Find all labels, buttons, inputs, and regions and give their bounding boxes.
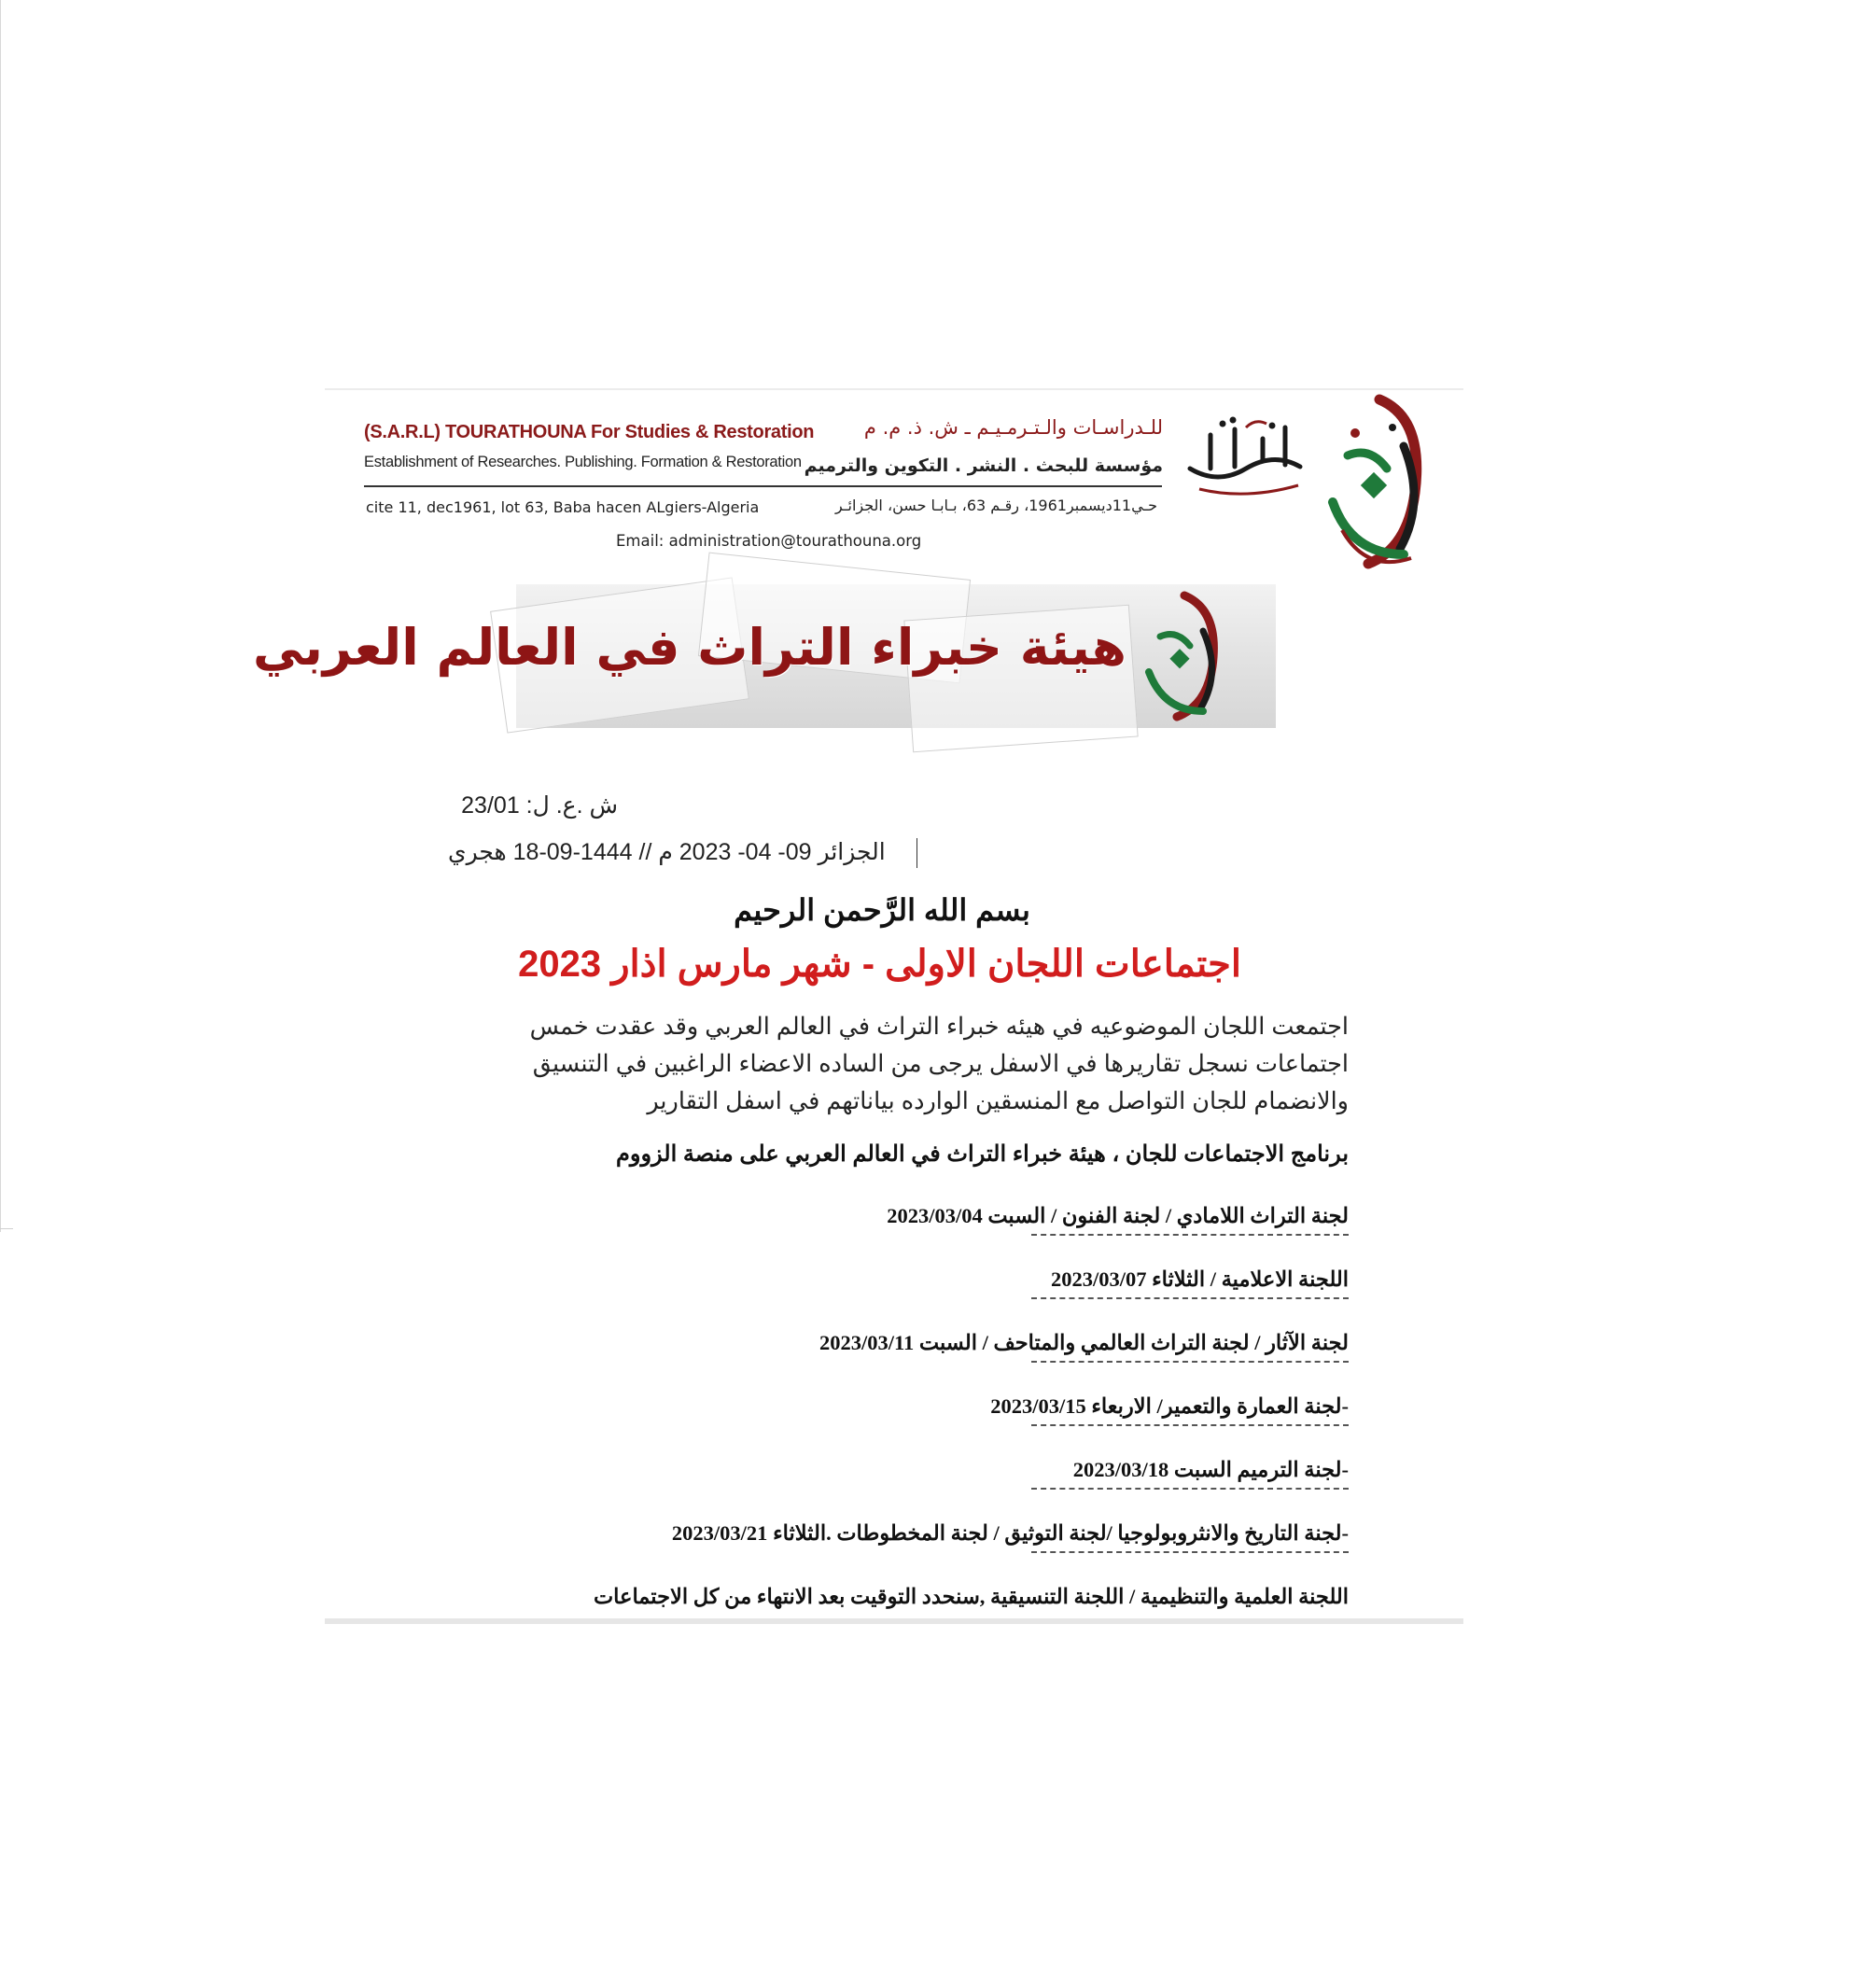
company-name-en: (S.A.R.L) TOURATHOUNA For Studies & Restoration	[364, 422, 815, 442]
dashed-separator	[518, 1359, 1349, 1391]
dashed-separator	[518, 1422, 1349, 1454]
banner-title: هيئة خبراء التراث في العالم العربي	[252, 618, 1126, 677]
address-en: cite 11, dec1961, lot 63, Baba hacen ALgiers-Algeria	[366, 498, 760, 516]
meeting-schedule	[518, 1200, 1349, 1613]
tourathouna-wordmark-logo	[1181, 411, 1311, 504]
program-heading: برنامج الاجتماعات للجان ، هيئة خبراء التراث في العالم العربي على منصة الزووم	[616, 1141, 1349, 1167]
dashed-separator	[518, 1295, 1349, 1327]
page-edge	[0, 0, 1, 1232]
banner-emblem-logo	[1136, 588, 1233, 724]
address-ar: حـي11ديسمبر1961، رقـم 63، بـابـا حسن، الجزائـر	[834, 497, 1157, 514]
header-divider	[364, 485, 1162, 487]
paragraph-line: اجتمعت اللجان الموضوعيه في هيئه خبراء التراث في العالم العربي وقد عقدت خمس	[529, 1014, 1349, 1040]
company-subtitle-ar: مؤسسة للبحث . النشر . التكوين والترميم	[804, 455, 1163, 476]
schedule-item: لجنة الآثار / لجنة التراث العالمي والمتاحف / السبت 2023/03/11	[819, 1331, 1349, 1354]
schedule-item: -لجنة التاريخ والانثروبولوجيا /لجنة التوثيق / لجنة المخطوطات .الثلاثاء 2023/03/21	[671, 1521, 1349, 1545]
basmala-heading: بسم الله الرَّحمن الرحيم	[734, 893, 1030, 927]
letter-bottom-border	[325, 1618, 1463, 1624]
schedule-item: -لجنة الترميم السبت 2023/03/18	[1072, 1458, 1349, 1481]
letter-date: الجزائر 09- 04- 2023 م // 1444-09-18 هجري	[448, 839, 886, 865]
dashed-separator	[518, 1232, 1349, 1264]
schedule-item: لجنة التراث اللامادي / لجنة الفنون / السبت 2023/03/04	[887, 1204, 1349, 1227]
paragraph-line: اجتماعات نسجل تقاريرها في الاسفل يرجى من الساده الاعضاء الراغبين في التنسيق	[532, 1051, 1349, 1077]
schedule-item: -لجنة العمارة والتعمير/ الاربعاء 2023/03/15	[990, 1394, 1349, 1418]
dashed-separator	[518, 1549, 1349, 1581]
schedule-item: اللجنة الاعلامية / الثلاثاء 2023/03/07	[1050, 1267, 1349, 1291]
page-edge-tick	[0, 1228, 13, 1229]
letter-top-border	[325, 388, 1463, 390]
email-address: Email: administration@tourathouna.org	[616, 532, 922, 550]
company-subtitle-en: Establishment of Researches. Publishing. Formation & Restoration	[364, 454, 802, 470]
schedule-item: اللجنة العلمية والتنظيمية / اللجنة التنسيقية ,سنحدد التوقيت بعد الانتهاء من كل الاجتماعات	[593, 1585, 1349, 1608]
tourathouna-emblem-logo	[1314, 390, 1441, 573]
paragraph-line: والانضمام للجان التواصل مع المنسقين الوارده بياناتهم في اسفل التقارير	[647, 1088, 1349, 1114]
company-name-ar: للـدراسـات والـتـرمـيـم ـ ش. ذ. م. م	[863, 416, 1163, 439]
intro-paragraph	[518, 1008, 1349, 1120]
reference-number: ش .ع. ل: 23/01	[461, 792, 618, 819]
heritage-experts-banner	[252, 584, 1276, 728]
dashed-separator	[518, 1486, 1349, 1518]
letter-title: اجتماعات اللجان الاولى - شهر مارس اذار 2023	[518, 944, 1241, 985]
